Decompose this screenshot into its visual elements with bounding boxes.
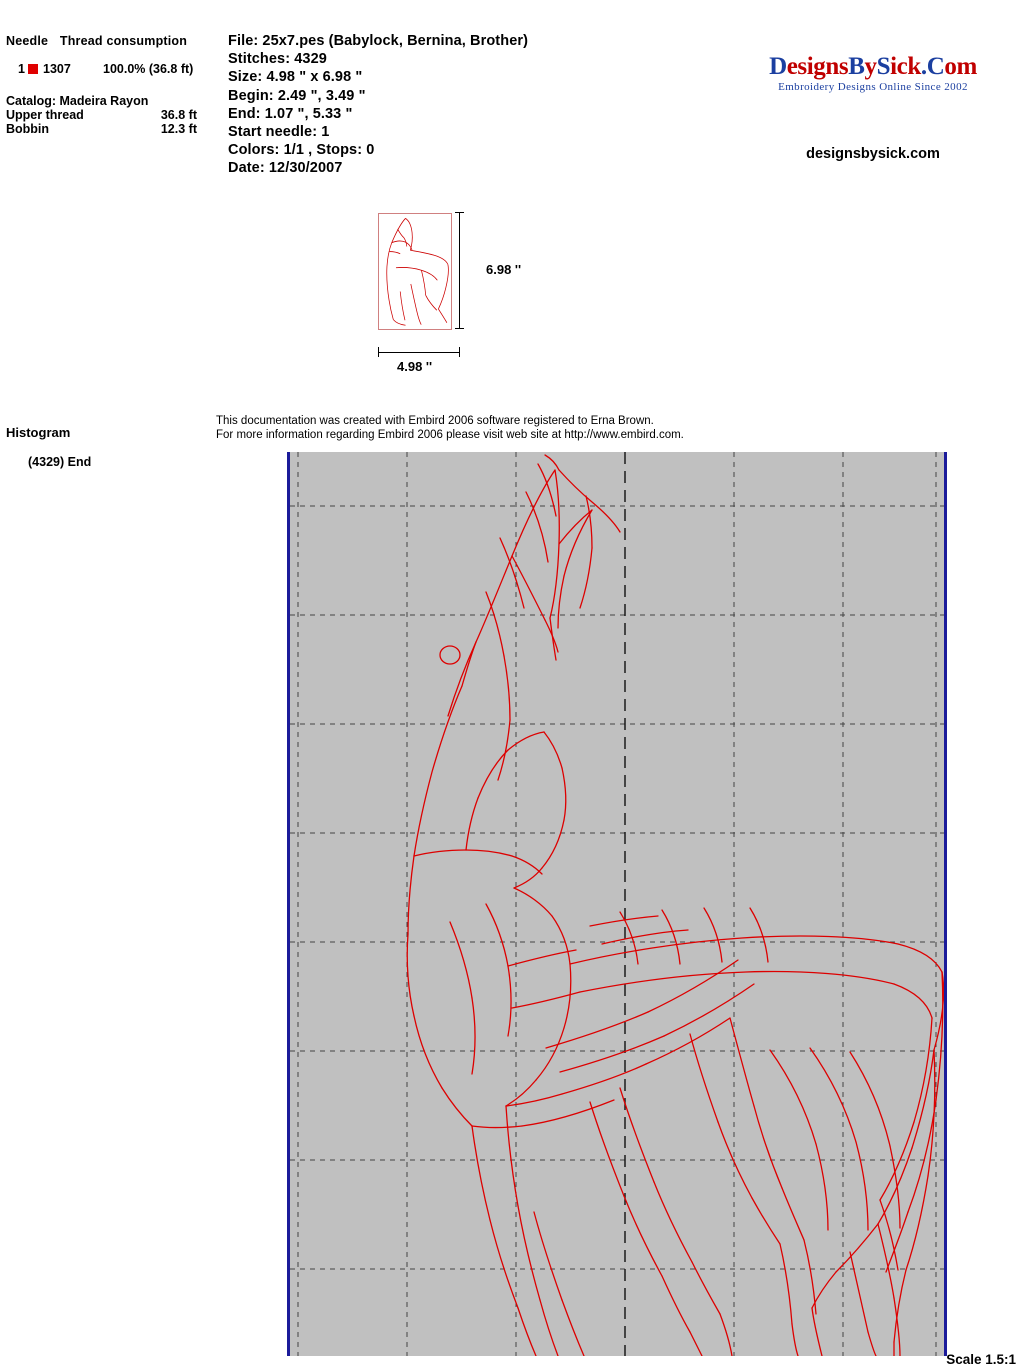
catalog-name: Catalog: Madeira Rayon — [6, 94, 149, 108]
documentation-note-line-2: For more information regarding Embird 2006 please visit web site at http://www.embird.com. — [216, 429, 684, 441]
stitch-design — [290, 452, 944, 1356]
brand-logo — [744, 54, 1002, 93]
preview-width-tick-left — [378, 347, 379, 357]
preview-height-dimension-line — [459, 212, 460, 329]
stitch-canvas — [287, 452, 947, 1356]
design-preview — [378, 213, 452, 330]
preview-width-dimension-line — [378, 352, 460, 353]
site-url: designsbysick.com — [806, 146, 940, 162]
colors-stops-line: Colors: 1/1 , Stops: 0 — [228, 142, 375, 159]
thread-code: 1307 — [43, 62, 71, 76]
scale-label: Scale 1.5:1 — [946, 1352, 1016, 1367]
documentation-note-line-1: This documentation was created with Embird 2006 software registered to Erna Brown. — [216, 415, 654, 427]
needle-table-header — [6, 34, 187, 48]
logo-part-9: om — [944, 53, 977, 80]
needle-index: 1 — [18, 62, 25, 76]
brand-tagline: Embroidery Designs Online Since 2002 — [778, 81, 968, 93]
thread-percent: 100.0% (36.8 ft) — [103, 62, 194, 76]
design-preview-box — [378, 213, 452, 330]
logo-part-8: C — [926, 53, 945, 80]
date-line: Date: 12/30/2007 — [228, 160, 343, 177]
upper-thread-value: 36.8 ft — [160, 108, 197, 122]
brand-logo-text — [744, 54, 1002, 80]
bobbin-value: 12.3 ft — [160, 122, 197, 136]
needle-column-header: Needle — [6, 34, 49, 48]
logo-part-1: D — [769, 53, 787, 80]
thread-color-swatch — [28, 64, 38, 74]
preview-width-tick-right — [459, 347, 460, 357]
preview-height-tick-bottom — [455, 328, 464, 329]
preview-height-tick-top — [455, 212, 464, 213]
file-name-line: File: 25x7.pes (Babylock, Bernina, Brother) — [228, 33, 529, 49]
begin-line: Begin: 2.49 ", 3.49 " — [228, 87, 366, 104]
documentation-note — [216, 414, 684, 442]
design-preview-svg — [379, 214, 449, 327]
size-line: Size: 4.98 " x 6.98 " — [228, 69, 363, 86]
logo-part-5: S — [876, 53, 891, 80]
file-info-block — [228, 32, 528, 178]
preview-height-label: 6.98 '' — [486, 262, 522, 277]
logo-part-7: . — [920, 53, 927, 80]
preview-width-label: 4.98 '' — [397, 359, 433, 374]
logo-part-6: ick — [890, 53, 921, 80]
end-line: End: 1.07 ", 5.33 " — [228, 105, 353, 122]
histogram-title: Histogram — [6, 425, 71, 440]
logo-part-2: esigns — [786, 53, 849, 80]
histogram-end-marker: (4329) End — [28, 455, 92, 469]
thread-consumption-column-header: Thread consumption — [59, 34, 188, 48]
bobbin-label: Bobbin — [6, 122, 50, 136]
stitches-line: Stitches: 4329 — [228, 51, 327, 68]
logo-part-4: y — [864, 53, 877, 80]
logo-part-3: B — [848, 53, 865, 80]
catalog-block — [6, 94, 211, 136]
upper-thread-label: Upper thread — [6, 108, 84, 122]
start-needle-line: Start needle: 1 — [228, 124, 330, 141]
table-row — [18, 62, 193, 76]
